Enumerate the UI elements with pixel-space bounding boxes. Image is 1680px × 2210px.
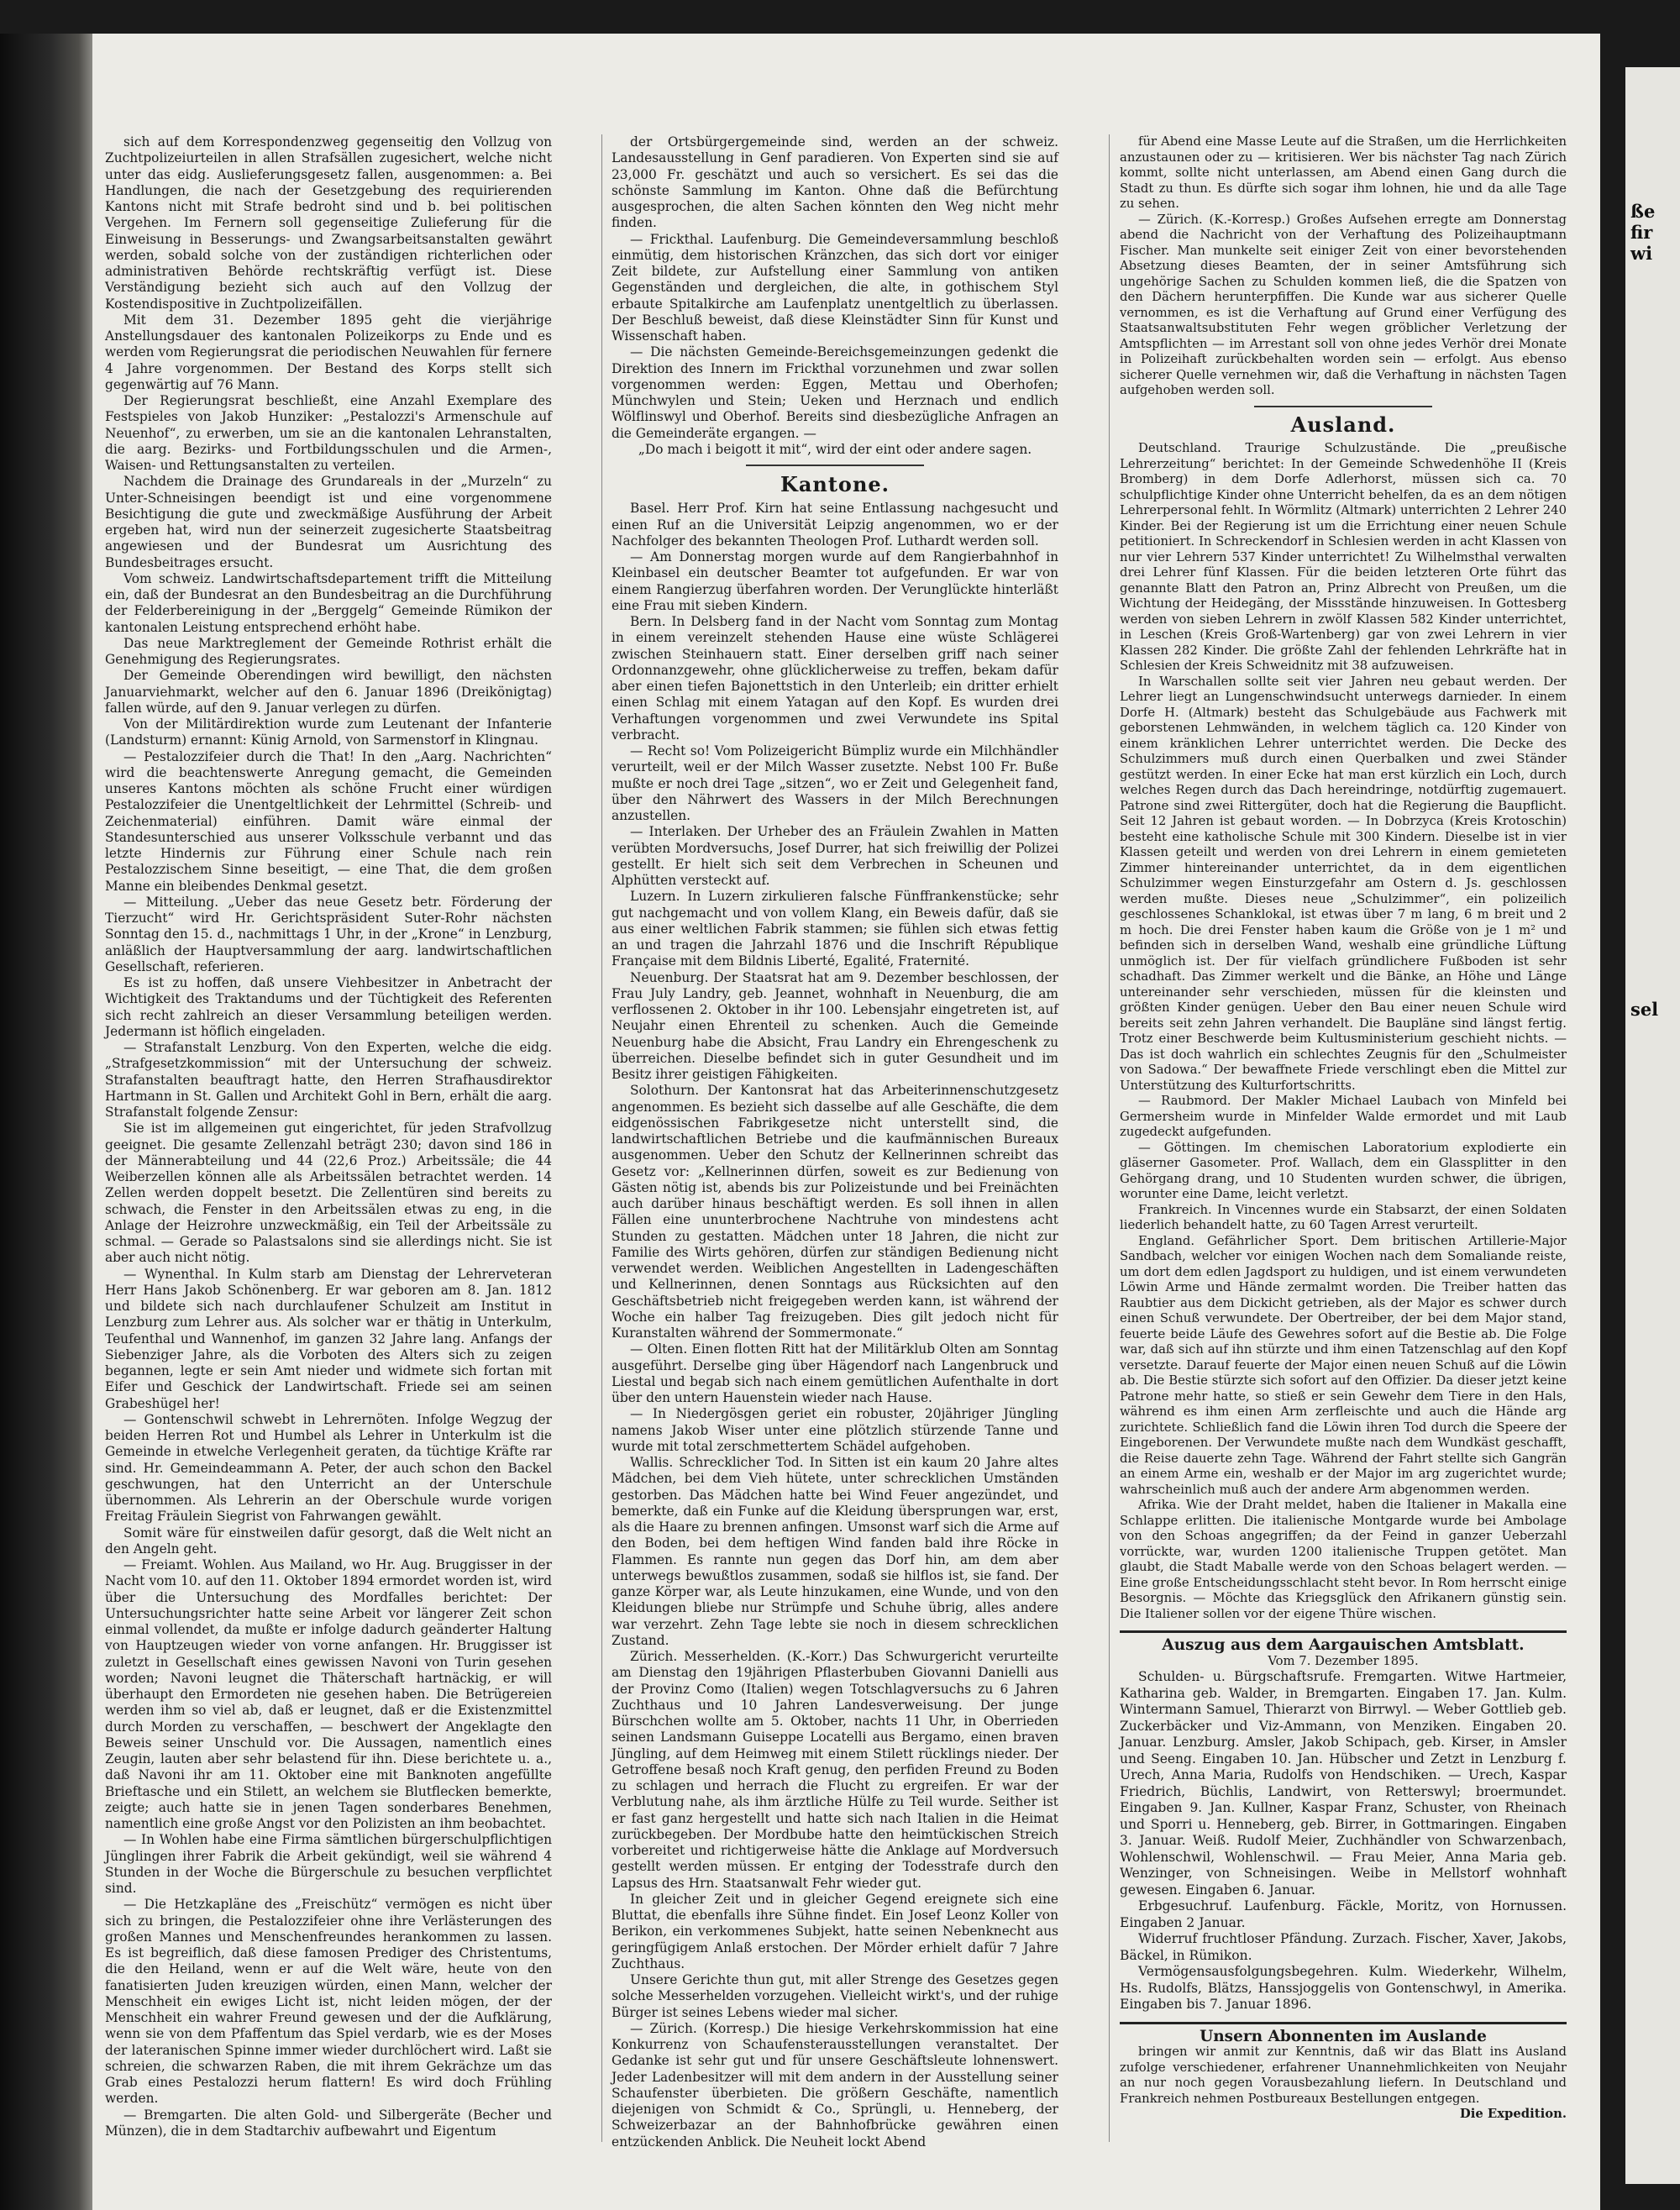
- article-paragraph: — Die nächsten Gemeinde-Bereichsgemeinzungen gedenkt die Direktion des Innern im Frickthal vorzunehmen und zwar sollen vorgenommen werden: Eggen, Mettau und Oberhofen; Münchwylen und Stein; Ueken und Herznach und endlich Wölflinswyl und Oberhof. Bereits sind diesbezügliche Anfragen an die Gemeinderäte ergangen. —: [612, 344, 1058, 441]
- adjacent-page-fragment: ße: [1630, 201, 1656, 222]
- article-paragraph: Somit wäre für einstweilen dafür gesorgt, daß die Welt nicht an den Angeln geht.: [105, 1525, 552, 1556]
- article-paragraph: — Recht so! Vom Polizeigericht Bümpliz wurde ein Milchhändler verurteilt, weil er der Milch Wasser zusetzte. Nebst 100 Fr. Buße mußte er noch drei Tage „sitzen“, wo er Zeit und Gelegenheit fand, über den Nährwert des Wassers in der Milch Berechnungen anzustellen.: [612, 743, 1058, 823]
- section-heading-ausland: Ausland.: [1290, 412, 1396, 437]
- article-paragraph: sich auf dem Korrespondenzweg gegenseitig den Vollzug von Zuchtpolizeiurteilen in allen Strafsällen zugesichert, welche nicht unter das eidg. Auslieferungsgesetz fallen, ausgenommen: a. Bei Handlungen, die nach der Gesetzgebung des requirierenden Kantons nicht mit Strafe bedroht sind und b. bei politischen Vergehen. Im Fernern soll gegenseitige Zulieferung für die Einweisung in Besserungs- und Zwangsarbeitsanstalten gewährt werden, sobald solche von der zuständigen richterlichen oder administrativen Behörde rechtskräftig verfügt ist. Diese Verständigung bezieht sich auch auf den Vollzug der Kostendispositive in Zuchtpolizeifällen.: [105, 134, 552, 312]
- article-paragraph: — Strafanstalt Lenzburg. Von den Experten, welche die eidg. „Strafgesetzkommission“ mit der Untersuchung der schweiz. Strafanstalten beauftragt hatte, den Herren Strafhausdirektor Hartmann in St. Gallen und Architekt Gohl in Bern, erhält die aarg. Strafanstalt folgende Zensur:: [105, 1040, 552, 1120]
- section-divider: [1120, 2022, 1567, 2024]
- article-paragraph: — Interlaken. Der Urheber des an Fräulein Zwahlen in Matten verübten Mordversuchs, Josef Durrer, hat sich freiwillig der Polizei gestellt. Er hielt sich seit dem Verbrechen in Scheunen und Alphütten versteckt auf.: [612, 824, 1058, 888]
- column-middle: [612, 134, 1058, 2150]
- article-paragraph: — Mitteilung. „Ueber das neue Gesetz betr. Förderung der Tierzucht“ wird Hr. Gerichtspräsident Suter-Rohr nächsten Sonntag den 15. d., nachmittags 1 Uhr, in der „Krone“ in Lenzburg, anläßlich der Hauptversammlung der aarg. landwirtschaftlichen Gesellschaft, referieren.: [105, 894, 552, 974]
- article-paragraph: Afrika. Wie der Draht meldet, haben die Italiener in Makalla eine Schlappe erlitten. Die italienische Montgarde wurde bei Ambolage von den Schoas angegriffen; da der Feind in ganzer Ueberzahl vorrückte, war, wurden 1200 italienische Truppen getötet. Man glaubt, die Stadt Maballe werde von den Schoas belagert werden. — Eine große Entscheidungsschlacht steht bevor. In Rom herrscht einige Besorgnis. — Möchte das Kriegsglück den Afrikanern günstig sein. Die Italiener sollen vor der eigene Thüre wischen.: [1120, 1498, 1567, 1621]
- article-paragraph: — Gontenschwil schwebt in Lehrernöten. Infolge Wegzug der beiden Herren Rot und Humbel als Lehrer in Unterkulm ist die Gemeinde in etwelche Verlegenheit geraten, da tüchtige Kräfte rar sind. Hr. Gemeindeammann A. Peter, der auch schon den Backel geschwungen, hat den Unterricht an der Unterschule übernommen. Als Lehrerin an der Oberschule wurde vorigen Freitag Fräulein Siegrist von Fahrwangen gewählt.: [105, 1411, 552, 1525]
- section-heading-kantone: Kantone.: [780, 472, 890, 496]
- column-left: [105, 134, 552, 2139]
- article-paragraph: Vom schweiz. Landwirtschaftsdepartement trifft die Mitteilung ein, daß der Bundesrat an den Bundesbeitrag an die Durchführung der Felderbereinigung in der „Berggelg“ Gemeinde Rümikon der kantonalen Leistung entsprechend erhöht habe.: [105, 570, 552, 635]
- article-paragraph: Luzern. In Luzern zirkulieren falsche Fünffrankenstücke; sehr gut nachgemacht und von vollem Klang, ein Beweis dafür, daß sie aus einer weltlichen Fabrik stammen; sie fühlen sich etwas fettig an und tragen die Jahrzahl 1876 und die Inschrift République Française mit dem Bildnis Liberté, Egalité, Fraternité.: [612, 889, 1058, 969]
- article-paragraph: — Olten. Einen flotten Ritt hat der Militärklub Olten am Sonntag ausgeführt. Derselbe ging über Hägendorf nach Langenbruck und Liestal und begab sich nach einem gemütlichen Aufenthalte in dort über den untern Hauenstein wieder nach Hause.: [612, 1341, 1058, 1405]
- article-paragraph: — Bremgarten. Die alten Gold- und Silbergeräte (Becher und Münzen), die in dem Stadtarchiv aufbewahrt und Eigentum: [105, 2107, 552, 2139]
- abonnenten-notice-text: bringen wir anmit zur Kenntnis, daß wir das Blatt ins Ausland zufolge verschiedener, erfahrener Unannehmlichkeiten von Neujahr an nur noch gegen Vorausbezahlung liefern. In Deutschland und Frankreich nehmen Postbureaux Bestellungen entgegen.: [1120, 2045, 1567, 2106]
- article-paragraph: Deutschland. Traurige Schulzustände. Die „preußische Lehrerzeitung“ berichtet: In der Gemeinde Schwedenhöhe II (Kreis Bromberg) in dem Dorfe Adlerhorst, müssen sich ca. 70 schulpflichtige Kinder ohne Unterricht behelfen, da es an dem nötigen Lehrerpersonal fehlt. In Wörmlitz (Altmark) unterrichten 2 Lehrer 240 Kinder. Bei der Regierung ist um die Errichtung einer neuen Schule petitioniert. In Schreckendorf in Schlesien werden in acht Klassen von nur vier Lehrern 537 Kinder unterrichtet! Zu Wilhelmsthal verwalten drei Lehrer fünf Klassen. Für die beiden letzteren Orte führt das genannte Blatt den Patron an, Prinz Albrecht von Preußen, um die Wichtung der Heidegäng, der Missstände hinzuweisen. In Gottesberg werden von sieben Lehrern in zwölf Klassen 582 Kinder unterrichtet, in Leschen (Kreis Groß-Wartenberg) gar von zwei Lehrern in vier Klassen 282 Kinder. Die größte Zahl der fehlenden Lehrkräfte hat in Schlesien der Kreis Schweidnitz mit 38 aufzuweisen.: [1120, 441, 1567, 673]
- article-paragraph: Wallis. Schrecklicher Tod. In Sitten ist ein kaum 20 Jahre altes Mädchen, bei dem Vieh hütete, unter schrecklichen Umständen gestorben. Das Mädchen hatte bei Wind Feuer angezündet, und bemerkte, daß ein Funke auf die Kleidung übersprungen war, erst, als die Haare zu brennen anfingen. Umsonst warf sich die Arme auf den Boden, bei dem heftigen Wind fanden bald ihre Röcke in Flammen. Es rannte nun gegen das Dorf hin, am dem aber unterwegs bewußtlos zusammen, sodaß sie hilflos ist, sie fand. Der ganze Körper war, als Leute hinzukamen, eine Wunde, und von den Kleidungen bliebe nur Strümpfe und Schuhe übrig, alles andere war verzehrt. Zehn Tage lebte sie noch in diesem schrecklichen Zustand.: [612, 1455, 1058, 1648]
- amtsblatt-date: Vom 7. Dezember 1895.: [1268, 1653, 1419, 1668]
- article-paragraph: — In Wohlen habe eine Firma sämtlichen bürgerschulpflichtigen Jünglingen ihrer Fabrik die Arbeit gekündigt, weil sie während 4 Stunden in der Woche die Bürgerschule zu besuchen verpflichtet sind.: [105, 1832, 552, 1896]
- section-divider: [1120, 1630, 1567, 1633]
- article-paragraph: — Zürich. (K.-Korresp.) Großes Aufsehen erregte am Donnerstag abend die Nachricht von der Verhaftung des Polizeihauptmann Fischer. Man munkelte seit einiger Zeit von einer bevorstehenden Absetzung dieses Beamten, der in seiner Amtsführung sich ungehörige Sachen zu Schulden kommen ließ, die die Spatzen von den Dächern herunterpfiffen. Die Kunde war aus sicherer Quelle vernommen, es ist die Verhaftung auf Grund einer Verfügung des Staatsanwaltsubstituten Fehr wegen gröblicher Verletzung der Amtspflichten — im Arrestant soll von ohne jedes Verhör drei Monate in Polizeihaft zurückbehalten worden sein — erfolgt. Aus ebenso sicherer Quelle vernehmen wir, daß die Verhaftung in nächsten Tagen aufgehoben werden soll.: [1120, 212, 1567, 397]
- article-paragraph: — Am Donnerstag morgen wurde auf dem Rangierbahnhof in Kleinbasel ein deutscher Beamter tot aufgefunden. Er war von einem Rangierzug überfahren worden. Der Verunglückte hinterläßt eine Frau mit sieben Kindern.: [612, 549, 1058, 613]
- article-paragraph: Nachdem die Drainage des Grundareals in der „Murzeln“ zu Unter-Schneisingen beendigt ist und eine vorgenommene Besichtigung die gute und zweckmäßige Ausführung der Arbeit ergeben hat, wird nun der seinerzeit zugesicherte Staatsbeitrag angewiesen und der Bundesrat um Ausrichtung des Bundesbeitrages ersucht.: [105, 474, 552, 570]
- article-paragraph: für Abend eine Masse Leute auf die Straßen, um die Herrlichkeiten anzustaunen oder zu — kritisieren. Wer bis nächster Tag nach Zürich kommt, sollte nicht unterlassen, am Abend einen Gang durch die Stadt zu thun. Es dürfte sich sogar ihm lohnen, hie und da alle Tage zu sehen.: [1120, 134, 1567, 211]
- article-paragraph: — Frickthal. Laufenburg. Die Gemeindeversammlung beschloß einmütig, dem historischen Kränzchen, das sich dort vor einiger Zeit bildete, zur Aufstellung einer Sammlung von antiken Gegenständen und dergleichen, die alte, in gothischem Styl erbaute Spitalkirche am Laufenplatz unentgeltlich zu überlassen. Der Beschluß beweist, daß diese Kleinstädter Sinn für Kunst und Wissenschaft haben.: [612, 231, 1058, 344]
- article-paragraph: Von der Militärdirektion wurde zum Leutenant der Infanterie (Landsturm) ernannt: Künig Arnold, von Sarmenstorf in Klingnau.: [105, 717, 552, 748]
- book-binding-gutter: [0, 34, 92, 2210]
- article-paragraph: In Warschallen sollte seit vier Jahren neu gebaut werden. Der Lehrer liegt an Lungenschwindsucht unterwegs darnieder. In einem Dorfe H. (Altmark) besteht das Schulgebäude aus Fachwerk mit geborstenen Lehmwänden, in welchem täglich ca. 120 Kinder von einem kränklichen Lehrer unterrichtet werden. Die Decke des Schulzimmers muß durch einen Querbalken und zwei Ständer gestützt werden. In einer Ecke hat man erst kürzlich ein Loch, durch welches Regen durch das Dach hereindringe, notdürftig zugemauert. Patrone sind zwei Rittergüter, doch hat die Regierung die Baupflicht. Seit 12 Jahren ist gebaut worden. — In Dobrzyca (Kreis Krotoschin) besteht eine katholische Schule mit 300 Kindern. Dieselbe ist in vier Klassen geteilt und werden von drei Lehrern in einem gemieteten Zimmer hintereinander unterrichtet, da in dem eigentlichen Schulzimmer wegen Einsturzgefahr am Ostern d. Js. geschlossen werden mußte. Dieses neue „Schulzimmer“, ein polizeilich geschlossenes Schanklokal, ist etwas über 7 m lang, 6 m breit und 2 m hoch. Die drei Fenster haben kaum die Größe von je 1 m² und befinden sich in derselben Wand, weshalb eine gründliche Lüftung unmöglich ist. Der für vielfach gründlichere Fußboden ist sehr schadhaft. Das Zimmer werkelt und die Bänke, an Höhe und Länge untereinander sehr verschieden, müssen für die kleinsten und größten Kinder genügen. Ueber den Bau einer neuen Schule wird bereits seit zehn Jahren verhandelt. Die Baupläne sind längst fertig. Trotz einer Beschwerde beim Kultusministerium geschieht nichts. — Das ist doch wahrlich ein schlechtes Zeugnis für den „Schulmeister von Sadowa.“ Der bewaffnete Friede verschlingt eben die Mittel zur Unterstützung des Kulturfortschritts.: [1120, 674, 1567, 1093]
- adjacent-page-fragment: wi: [1630, 243, 1653, 264]
- article-paragraph: Der Gemeinde Oberendingen wird bewilligt, den nächsten Januarviehmarkt, welcher auf den 6. Januar 1896 (Dreikönigtag) fallen würde, auf den 9. Januar verlegen zu dürfen.: [105, 668, 552, 716]
- article-paragraph: — Wynenthal. In Kulm starb am Dienstag der Lehrerveteran Herr Hans Jakob Schönenberg. Er war geboren am 8. Jan. 1812 und bildete sich nach durchlaufener Schulzeit am Institut in Lenzburg zum Lehrer aus. Als solcher war er thätig in Unterkulm, Teufenthal und Wannenhof, im ganzen 32 Jahre lang. Anfangs der Siebenziger Jahre, als die Vorboten des Alters sich zu zeigen begannen, legte er sein Amt nieder und widmete sich fortan mit Eifer und Geschick der Landwirtschaft. Friede sei am seinen Grabeshügel her!: [105, 1266, 552, 1411]
- column-right: [1120, 134, 1567, 2123]
- article-paragraph: Es ist zu hoffen, daß unsere Viehbesitzer in Anbetracht der Wichtigkeit des Traktandums und der Tüchtigkeit des Referenten sich recht zahlreich an dieser Versammlung beteiligen werden. Jedermann ist höflich eingeladen.: [105, 975, 552, 1039]
- adjacent-page-fragment: fir: [1630, 222, 1653, 243]
- amtsblatt-entry: Vermögensausfolgungsbegehren. Kulm. Wiederkehr, Wilhelm, Hs. Rudolfs, Blätzs, Hanssjoggelis von Gontenschwyl, in Amerika. Eingaben bis 7. Januar 1896.: [1120, 1964, 1567, 2012]
- article-paragraph: Der Regierungsrat beschließt, eine Anzahl Exemplare des Festspieles von Jakob Hunziker: „Pestalozzi's Armenschule auf Neuenhof“, zu erwerben, um sie an die kantonalen Lehranstalten, die aarg. Bezirks- und Fortbildungsschulen und die Armen-, Waisen- und Rettungsanstalten zu verteilen.: [105, 393, 552, 473]
- article-paragraph: Bern. In Delsberg fand in der Nacht vom Sonntag zum Montag in einem vereinzelt stehenden Hause eine wüste Schlägerei zwischen Steinhauern statt. Einer derselben griff nach seiner Ordonnanzgewehr, ohne glücklicherweise zu treffen, bekam dafür aber einen tiefen Bajonettstich in den Unterleib; ein dritter erhielt einen Schlag mit einem Yatagan auf den Kopf. Es wurden drei Verhaftungen vorgenommen und zwei Verwundete ins Spital verbracht.: [612, 614, 1058, 743]
- article-paragraph: „Do mach i beigott it mit“, wird der eint oder andere sagen.: [638, 441, 1032, 457]
- article-paragraph: — Die Hetzkapläne des „Freischütz“ vermögen es nicht über sich zu bringen, die Pestalozzifeier ohne ihre Verlästerungen des großen Mannes und Menschenfreundes herankommen zu lassen. Es ist begreiflich, daß diese famosen Prediger des Christentums, die den Heiland, wenn er auf die Welt wäre, heute von den fanatisierten Juden kreuzigen würden, einen Mann, welcher der Menschheit ein ewiges Licht ist, nicht leiden mögen, der der Menschheit ein wahrer Freund gewesen und der die Aufklärung, wenn sie von dem Pfaffentum das Spiel verdarb, wie es der Moses der lateranischen Spinne immer wieder durchlöchert wird. Laßt sie schreien, die schwarzen Raben, die mit ihrem Gekrächze um das Grab eines Pestalozzi herum flattern! Es wird doch Frühling werden.: [105, 1897, 552, 2107]
- article-paragraph: England. Gefährlicher Sport. Dem britischen Artillerie-Major Sandbach, welcher vor einigen Wochen nach dem Somaliande reiste, um dort dem edlen Jagdsport zu huldigen, und ist einem verwundeten Löwin Arme und Hände zermalmt worden. Die Treiber hatten das Raubtier aus dem Dickicht getrieben, als der Major es schwer durch einen Schuß verwundete. Der Obertreiber, der bei dem Major stand, feuerte beide Läufe des Gewehres sofort auf die Bestie ab. Die Folge war, daß sich auf ihn stürzte und ihm einen Tatzenschlag auf den Kopf versetzte. Darauf feuerte der Major einen neuen Schuß auf die Löwin ab. Die Bestie stürzte sich sofort auf den Offizier. Da dieser jetzt keine Patrone mehr hatte, so stieß er sein Gewehr dem Tiere in den Hals, während es ihm einen Arm zerfleischte und auch die Hände arg zurichtete. Schließlich fand die Löwin ihren Tod durch die Speere der Eingeborenen. Der Verwundete mußte nach dem Wundkäst geschafft, die Reise dauerte zehn Tage. Während der Fahrt stellte sich Gangrän an einem Arme ein, weshalb er der Major im arg zugerichtet wurde; wahrscheinlich muß auch der andere Arm abgenommen werden.: [1120, 1233, 1567, 1497]
- article-paragraph: Unsere Gerichte thun gut, mit aller Strenge des Gesetzes gegen solche Messerhelden vorzugehen. Vielleicht wirkt's, und der ruhige Bürger ist seines Lebens wieder mal sicher.: [612, 1972, 1058, 2020]
- adjacent-page-fragment: sel: [1630, 999, 1659, 1020]
- column-rule: [601, 134, 602, 2142]
- article-paragraph: Basel. Herr Prof. Kirn hat seine Entlassung nachgesucht und einen Ruf an die Universität Leipzig angenommen, wo er der Nachfolger des bekannten Theologen Prof. Luthardt werden soll.: [612, 501, 1058, 549]
- article-paragraph: — Göttingen. Im chemischen Laboratorium explodierte ein gläserner Gasometer. Prof. Wallach, dem ein Glassplitter in den Gehörgang drang, und 10 Studenten wurden schwer, die übrigen, worunter eine Dame, leicht verletzt.: [1120, 1140, 1567, 1201]
- abonnenten-notice-title: Unsern Abonnenten im Auslande: [1200, 2027, 1487, 2045]
- article-paragraph: Zürich. Messerhelden. (K.-Korr.) Das Schwurgericht verurteilte am Dienstag den 19jährigen Pflasterbuben Giovanni Danielli aus der Provinz Como (Italien) wegen Totschlagversuchs zu 6 Jahren Zuchthaus und 10 Jahren Landesverweisung. Der junge Bürschchen wollte am 5. Oktober, nachts 11 Uhr, in Oberrieden seinen Landsmann Guiseppe Locatelli aus Bergamo, einen braven Jüngling, auf dem Heimweg mit einem Stilett rücklings nieder. Der Getroffene besaß noch Kraft genug, den perfiden Freund zu Boden zu schlagen und herrach die Flucht zu ergreifen. Er war der Verblutung nahe, als ihm ärztliche Hülfe zu Teil wurde. Seither ist er fast ganz hergestellt und hatte sich nach Italien in die Heimat zurückbegeben. Der Mordbube hatte den heimtückischen Streich vorbereitet und richtigerweise hätte die Anklage auf Mordversuch gestellt werden müssen. Er entging der Todesstrafe durch den Lapsus des Hrn. Staatsanwalt Fehr wieder gut.: [612, 1649, 1058, 1891]
- adjacent-page-edge: [1625, 67, 1680, 2184]
- article-paragraph: — In Niedergösgen geriet ein robuster, 20jähriger Jüngling namens Jakob Wiser unter eine plötzlich stürzende Tanne und wurde mit total zerschmettertem Schädel aufgehoben.: [612, 1406, 1058, 1454]
- section-divider: [1254, 406, 1433, 407]
- amtsblatt-entry: Schulden- u. Bürgschaftsrufe. Fremgarten. Witwe Hartmeier, Katharina geb. Walder, in Bremgarten. Eingaben 17. Jan. Kulm. Wintermann Samuel, Thierarzt von Birrwyl. — Weber Gottlieb geb. Zuckerbäcker und Viz-Ammann, von Menziken. Eingaben 20. Januar. Lenzburg. Amsler, Jakob Schipach, geb. Kirser, in Amsler und Seeng. Eingaben 10. Jan. Hübscher und Zetzt in Lenzburg f. Urech, Anna Maria, Rudolfs von Hendschiken. — Urech, Kaspar Friedrich, Büchlis, Landwirt, von Retterswyl; broermundet. Eingaben 9. Jan. Kullner, Kaspar Franz, Schuster, von Rheinach und Sporri u. Henneberg, geb. Birrer, in Gottmaringen. Eingaben 3. Januar. Weiß. Rudolf Meier, Zuchhändler von Schwarzenbach, Wohlenschwil, Wohlenschwil. — Frau Meier, Anna Maria geb. Wenzinger, von Schneisingen. Weibe in Mellstorf wohnhaft gewesen. Eingaben 6. Januar.: [1120, 1669, 1567, 1898]
- article-paragraph: In gleicher Zeit und in gleicher Gegend ereignete sich eine Bluttat, die ebenfalls ihre Sühne findet. Ein Josef Leonz Koller von Berikon, ein verkommenes Subjekt, hatte seinen Nebenknecht aus geringfügigem Anlaß erstochen. Der Mörder erhielt dafür 7 Jahre Zuchthaus.: [612, 1891, 1058, 1971]
- column-rule: [1109, 134, 1110, 2142]
- expedition-signature: Die Expedition.: [1459, 2107, 1567, 2121]
- article-paragraph: Frankreich. In Vincennes wurde ein Stabsarzt, der einen Soldaten liederlich behandelt hatte, zu 60 Tagen Arrest verurteilt.: [1120, 1202, 1567, 1232]
- article-paragraph: — Raubmord. Der Makler Michael Laubach von Minfeld bei Germersheim wurde in Minfelder Walde ermordet und mit Laub zugedeckt aufgefunden.: [1120, 1094, 1567, 1139]
- article-paragraph: Das neue Marktreglement der Gemeinde Rothrist erhält die Genehmigung des Regierungsrates.: [105, 635, 552, 667]
- amtsblatt-entry: Erbgesuchruf. Laufenburg. Fäckle, Moritz, von Hornussen. Eingaben 2 Januar.: [1120, 1898, 1567, 1930]
- article-paragraph: Sie ist im allgemeinen gut eingerichtet, für jeden Strafvollzug geeignet. Die gesamte Zellenzahl beträgt 230; davon sind 186 in der Männerabteilung und 44 (22,6 Proz.) Arbeitssäle; die 44 Weiberzellen können alle als Arbeitssälen betrachtet werden. 14 Zellen werden doppelt besetzt. Die Zellentüren sind bereits zu schwach, die Fenster in den Arbeitssälen etwas zu eng, in die Anlage der Heizrohre unzweckmäßig, ein Teil der Arbeitssäle zu schmal. — Gerade so Palastsalons sind sie allerdings nicht. Sie ist aber auch nicht nötig.: [105, 1121, 552, 1266]
- article-paragraph: Solothurn. Der Kantonsrat hat das Arbeiterinnenschutzgesetz angenommen. Es bezieht sich dasselbe auf alle Geschäfte, die dem eidgenössischen Fabrikgesetze nicht unterstellt sind, die landwirtschaftlichen Betriebe und die kaufmännischen Bureaux ausgenommen. Ueber den Schutz der Kellnerinnen schreibt das Gesetz vor: „Kellnerinnen dürfen, soweit es zur Bedienung von Gästen nötig ist, abends bis zur Polizeistunde und bei Freinächten auch darüber hinaus beschäftigt werden. Es soll ihnen in allen Fällen eine ununterbrochene Nachtruhe von mindestens acht Stunden zu gestatten. Mädchen unter 18 Jahren, die nicht zur Familie des Wirts gehören, dürfen zur ständigen Bedienung nicht verwendet werden. Weiblichen Angestellten in Ladengeschäften und Kellnerinnen, denen Sonntags aus Rücksichten auf den Geschäftsbetrieb nicht freigegeben werden kann, ist während der Woche ein halber Tag freizugeben. Dies gilt jedoch nicht für Kuranstalten während der Sommermonate.“: [612, 1083, 1058, 1341]
- amtsblatt-title: Auszug aus dem Aargauischen Amtsblatt.: [1162, 1636, 1525, 1654]
- article-paragraph: der Ortsbürgergemeinde sind, werden an der schweiz. Landesausstellung in Genf paradieren. Von Experten sind sie auf 23,000 Fr. geschätzt und auch so versichert. Es sei das die schönste Sammlung im Kanton. Ohne daß die Befürchtung ausgesprochen, die alten Sachen könnten den Weg nicht mehr finden.: [612, 134, 1058, 231]
- article-paragraph: — Zürich. (Korresp.) Die hiesige Verkehrskommission hat eine Konkurrenz von Schaufensterausstellungen veranstaltet. Der Gedanke ist sehr gut und für unsere Geschäftsleute lohnenswert. Jeder Ladenbesitzer will mit dem andern in der Ausstellung seiner Schaufenster überbieten. Die größern Geschäfte, namentlich diejenigen von Schmidt & Co., Sprüngli, u. Henneberg, der Schweizerbazar an der Bahnhofbrücke gewähren einen entzückenden Anblick. Die Neuheit lockt Abend: [612, 2020, 1058, 2150]
- section-divider: [746, 465, 925, 466]
- article-paragraph: Neuenburg. Der Staatsrat hat am 9. Dezember beschlossen, der Frau July Landry, geb. Jeannet, wohnhaft in Neuenburg, die am verflossenen 2. Oktober in ihr 100. Lebensjahr eingetreten ist, auf Neujahr einen Ehrenteil zu schenken. Auch die Gemeinde Neuenburg habe die Absicht, Frau Landry ein Ehrengeschenk zu überreichen. Dieselbe befindet sich in guter Gesundheit und im Besitz ihrer geistigen Fähigkeiten.: [612, 969, 1058, 1082]
- article-paragraph: Mit dem 31. Dezember 1895 geht die vierjährige Anstellungsdauer des kantonalen Polizeikorps zu Ende und es werden vom Regierungsrat die periodischen Neuwahlen für fernere 4 Jahre vorgenommen. Der Bestand des Korps stellt sich gegenwärtig auf 76 Mann.: [105, 312, 552, 392]
- article-paragraph: — Pestalozzifeier durch die That! In den „Aarg. Nachrichten“ wird die beachtenswerte Anregung gemacht, die Gemeinden unseres Kantons möchten als schöne Frucht einer würdigen Pestalozzifeier die Unentgeltlichkeit der Lehrmittel (Schreib- und Zeichenmaterial) einführen. Damit wäre einmal der Standesunterschied aus unserer Volksschule verbannt und das letzte Hindernis zur Führung einer Schule nach rein Pestalozzischem Sinne beseitigt, — eine That, die dem großen Manne ein bleibendes Denkmal gesetzt.: [105, 748, 552, 894]
- amtsblatt-entry: Widerruf fruchtloser Pfändung. Zurzach. Fischer, Xaver, Jakobs, Bäckel, in Rümikon.: [1120, 1931, 1567, 1963]
- article-paragraph: — Freiamt. Wohlen. Aus Mailand, wo Hr. Aug. Bruggisser in der Nacht vom 10. auf den 11. Oktober 1894 ermordet worden ist, wird über die Untersuchung des Mordfalles berichtet: Der Untersuchungsrichter hatte seine Arbeit vor längerer Zeit schon einmal vollendet, da mußte er infolge dadurch geänderter Haltung von Hauptzeugen wieder von vorne anfangen. Hr. Bruggisser ist zuletzt in Gesellschaft eines gewissen Navoni von Turin gesehen worden; Navoni leugnet die Thäterschaft hartnäckig, er will überhaupt den Ermordeten nie gesehen haben. Die Betrügereien werden ihm so viel ab, daß er leugnet, daß er die Existenzmittel durch Morden zu verschaffen, — beschwert der Angeklagte den Beweis seiner Unschuld vor. Die Aussagen, namentlich eines Zeugin, lauten aber sehr belastend für ihn. Diese berichtete u. a., daß Navoni ihr am 11. Oktober eine mit Banknoten angefüllte Brieftasche und ein Stilett, an welchem sie Blutflecken bemerkte, zeigte; auch hatte sie in jenen Tagen sonderbares Benehmen, namentlich eine große Angst vor den Polizisten an ihm beobachtet.: [105, 1557, 552, 1831]
